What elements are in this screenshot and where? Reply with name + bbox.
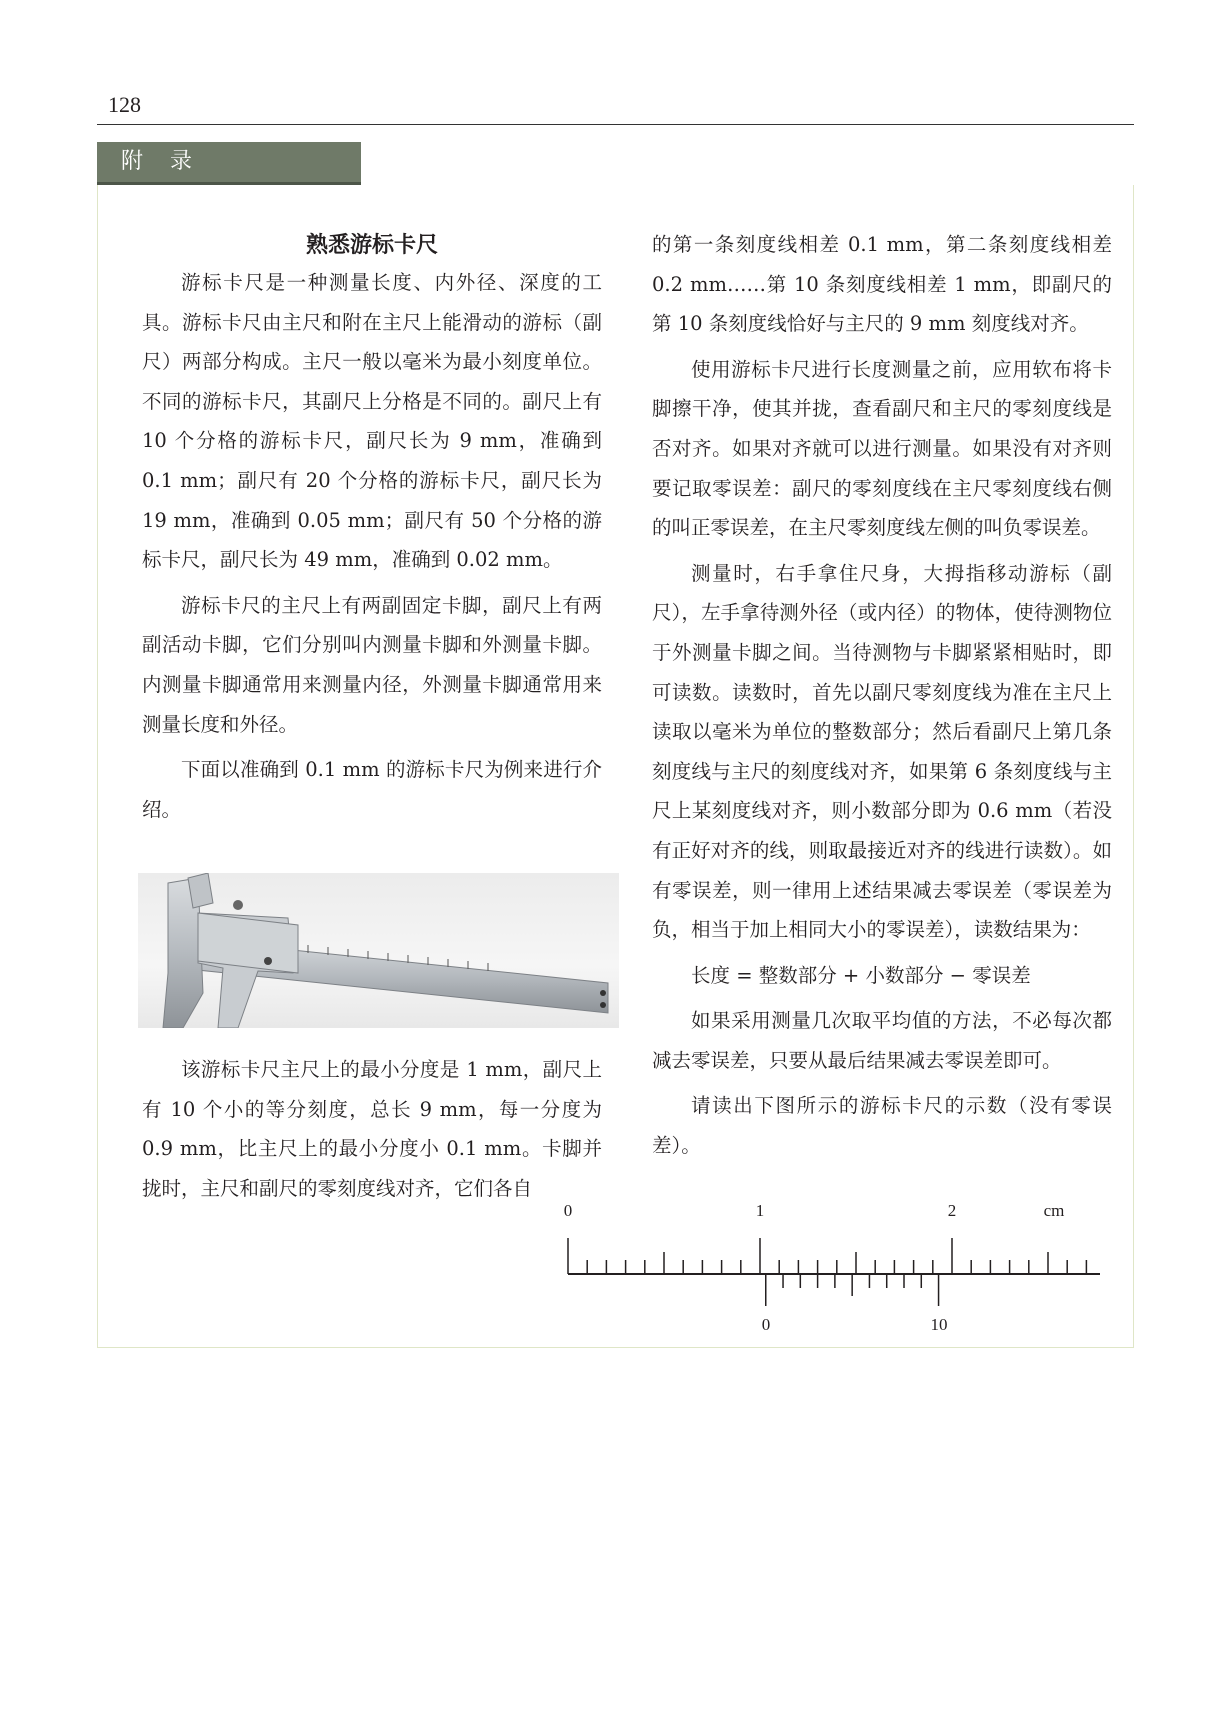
left-column <box>142 263 602 829</box>
main-label-1: 1 <box>755 1201 765 1220</box>
main-scale-ticks <box>568 1238 1086 1274</box>
caliper-illustration <box>138 873 619 1028</box>
vernier-label-0: 0 <box>761 1315 771 1334</box>
header-rule <box>97 124 1134 125</box>
left-column-continued <box>142 1050 602 1208</box>
page-number: 128 <box>108 92 141 117</box>
vernier-reading-figure <box>550 1196 1120 1336</box>
vernier-scale-ticks <box>766 1274 939 1306</box>
paragraph: 请读出下图所示的游标卡尺的示数（没有零误差）。 <box>652 1094 1112 1158</box>
article-title: 熟悉游标卡尺 <box>305 233 438 258</box>
unit-label: cm <box>1043 1201 1065 1220</box>
paragraph: 下面以准确到 0.1 mm 的游标卡尺为例来进行介绍。 <box>142 758 602 821</box>
formula: 长度 = 整数部分 + 小数部分 − 零误差 <box>691 963 1031 987</box>
paragraph: 游标卡尺是一种测量长度、内外径、深度的工具。游标卡尺由主尺和附在主尺上能滑动的游标（副尺）两部分构成。主尺一般以毫米为最小刻度单位。不同的游标卡尺，其副尺上分格是不同的。副尺上有 10 个分格的游标卡尺，副尺长为 9 mm，准确到 0.1 mm；副尺有 20 个分格的游标卡尺，副尺长为 19 mm，准确到 0.05 mm；副尺有 50 个分格的游标卡尺，副尺长为 49 mm，准确到 0.02 mm。 <box>142 271 602 572</box>
paragraph: 游标卡尺的主尺上有两副固定卡脚，副尺上有两副活动卡脚，它们分别叫内测量卡脚和外测量卡脚。内测量卡脚通常用来测量内径，外测量卡脚通常用来测量长度和外径。 <box>142 593 602 736</box>
right-column <box>652 225 1112 1166</box>
main-label-0: 0 <box>563 1201 573 1220</box>
vernier-caliper-photo <box>138 873 619 1028</box>
section-tab: 附 录 <box>97 142 361 185</box>
paragraph: 使用游标卡尺进行长度测量之前，应用软布将卡脚擦干净，使其并拢，查看副尺和主尺的零刻度线是否对齐。如果对齐就可以进行测量。如果没有对齐则要记取零误差：副尺的零刻度线在主尺零刻度线右侧的叫正零误差，在主尺零刻度线左侧的叫负零误差。 <box>652 357 1112 540</box>
main-label-2: 2 <box>947 1201 957 1220</box>
paragraph: 测量时，右手拿住尺身，大拇指移动游标（副尺），左手拿待测外径（或内径）的物体，使待测物位于外测量卡脚之间。当待测物与卡脚紧紧相贴时，即可读数。读数时，首先以副尺零刻度线为准在主尺上读取以毫米为单位的整数部分；然后看副尺上第几条刻度线与主尺的刻度线对齐，如果第 6 条刻度线与主尺上某刻度线对齐，则小数部分即为 0.6 mm（若没有正好对齐的线，则取最接近对齐的线进行读数）。如有零误差，则一律用上述结果减去零误差（零误差为负，相当于加上相同大小的零误差），读数结果为： <box>652 561 1112 942</box>
paragraph: 如果采用测量几次取平均值的方法，不必每次都减去零误差，只要从最后结果减去零误差即可。 <box>652 1009 1112 1072</box>
vernier-label-10: 10 <box>930 1315 948 1334</box>
paragraph: 该游标卡尺主尺上的最小分度是 1 mm，副尺上有 10 个小的等分刻度，总长 9 mm，每一分度为 0.9 mm，比主尺上的最小分度小 0.1 mm。卡脚并拢时，主尺和副尺的零刻度线对齐，它们各自 <box>142 1058 602 1200</box>
vernier-scale-diagram <box>550 1196 1120 1336</box>
paragraph: 的第一条刻度线相差 0.1 mm，第二条刻度线相差 0.2 mm……第 10 条刻度线相差 1 mm，即副尺的第 10 条刻度线恰好与主尺的 9 mm 刻度线对齐。 <box>652 233 1112 336</box>
